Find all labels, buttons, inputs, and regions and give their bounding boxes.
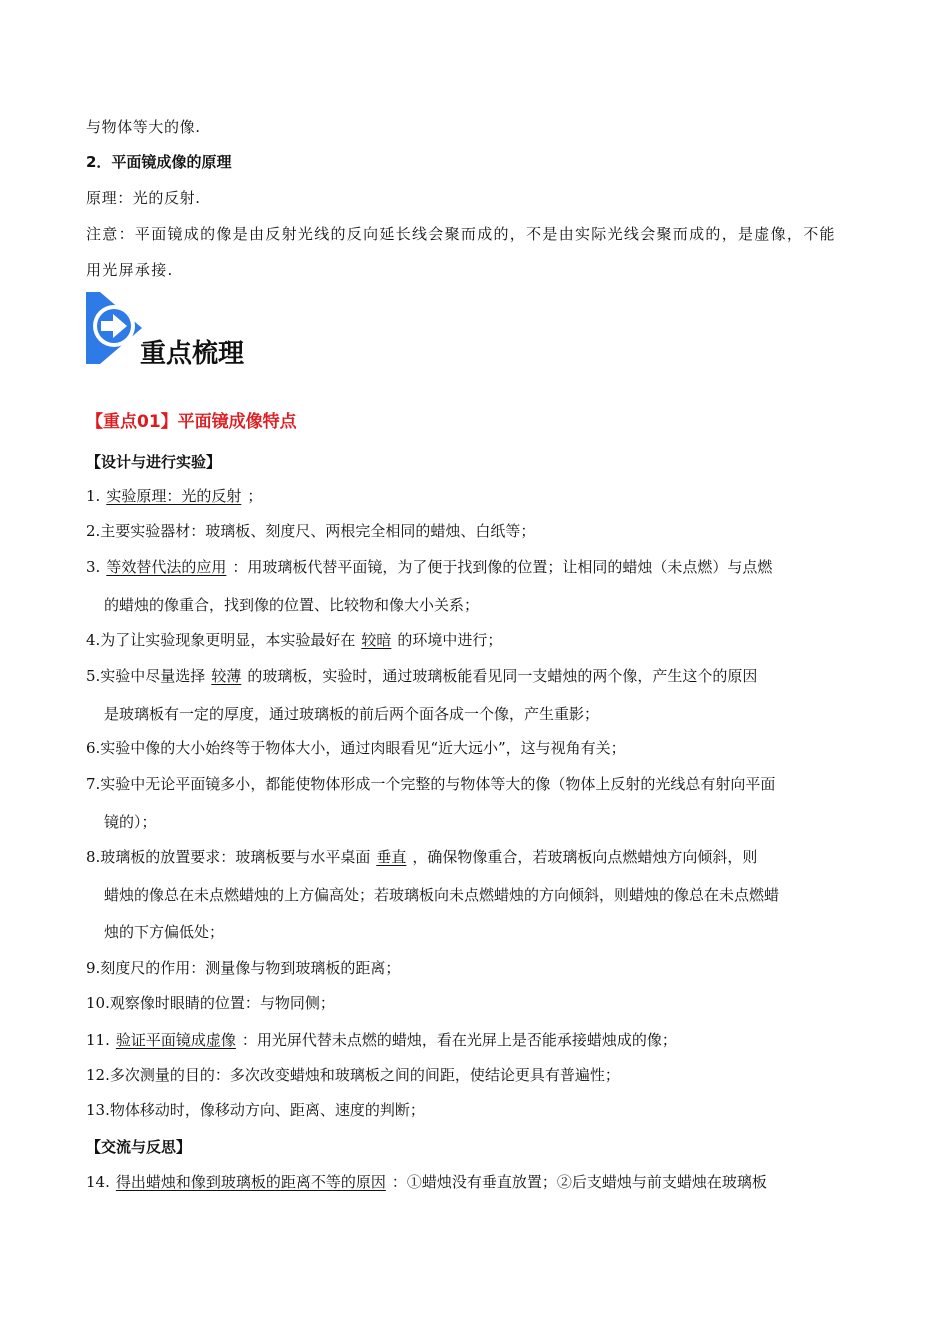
item-8-cont-2: 烛的下方偏低处；: [104, 923, 225, 941]
principle-text: 原理：光的反射.: [86, 189, 201, 207]
note-line-2: 用光屏承接.: [86, 261, 174, 279]
item-5-cont: 是玻璃板有一定的厚度，通过玻璃板的前后两个面各成一个像，产生重影；: [104, 705, 600, 723]
item-13: 13.物体移动时，像移动方向、距离、速度的判断；: [86, 1101, 425, 1119]
item-4: 4.为了让实验现象更明显，本实验最好在 较暗 的环境中进行；: [86, 631, 503, 649]
item-3: 3. 等效替代法的应用 ：用玻璃板代替平面镜，为了便于找到像的位置；让相同的蜡烛（未点燃）与点燃: [86, 558, 773, 576]
item-3-cont: 的蜡烛的像重合，找到像的位置、比较物和像大小关系；: [104, 596, 480, 614]
intro-line: 与物体等大的像.: [86, 118, 201, 136]
item-10: 10.观察像时眼睛的位置：与物同侧；: [86, 994, 335, 1012]
arrow-right-icon: [86, 292, 142, 364]
heading-principle: 2．平面镜成像的原理: [86, 153, 232, 171]
item-8-cont-1: 蜡烛的像总在未点燃蜡烛的上方偏高处；若玻璃板向未点燃蜡烛的方向倾斜，则蜡烛的像总在未点燃蜡: [104, 886, 780, 904]
item-7: 7.实验中无论平面镜多小，都能使物体形成一个完整的与物体等大的像（物体上反射的光线总有射向平面: [86, 775, 776, 793]
item-7-cont: 镜的）；: [104, 813, 157, 831]
section-title: 重点梳理: [140, 339, 245, 369]
item-1: 1. 实验原理：光的反射 ；: [86, 487, 263, 505]
item-9: 9.刻度尺的作用：测量像与物到玻璃板的距离；: [86, 959, 401, 977]
item-5: 5.实验中尽量选择 较薄 的玻璃板，实验时，通过玻璃板能看见同一支蜡烛的两个像，产生这个的原因: [86, 667, 758, 685]
subheading-experiment: 【设计与进行实验】: [86, 453, 222, 471]
item-12: 12.多次测量的目的：多次改变蜡烛和玻璃板之间的间距，使结论更具有普遍性；: [86, 1066, 620, 1084]
subheading-reflection: 【交流与反思】: [86, 1138, 192, 1156]
note-line-1: 注意：平面镜成的像是由反射光线的反向延长线会聚而成的，不是由实际光线会聚而成的，是虚像，不能: [86, 225, 836, 243]
item-14: 14. 得出蜡烛和像到玻璃板的距离不等的原因 ：①蜡烛没有垂直放置；②后支蜡烛与前支蜡烛在玻璃板: [86, 1173, 767, 1191]
item-11: 11. 验证平面镜成虚像 ：用光屏代替未点燃的蜡烛，看在光屏上是否能承接蜡烛成的像；: [86, 1031, 677, 1049]
key-point-title: 【重点01】平面镜成像特点: [86, 412, 297, 432]
item-6: 6.实验中像的大小始终等于物体大小，通过肉眼看见“近大远小”，这与视角有关；: [86, 739, 626, 757]
item-2: 2.主要实验器材：玻璃板、刻度尺、两根完全相同的蜡烛、白纸等；: [86, 522, 536, 540]
item-8: 8.玻璃板的放置要求：玻璃板要与水平桌面 垂直 ，确保物像重合，若玻璃板向点燃蜡烛方向倾斜，则: [86, 848, 758, 866]
